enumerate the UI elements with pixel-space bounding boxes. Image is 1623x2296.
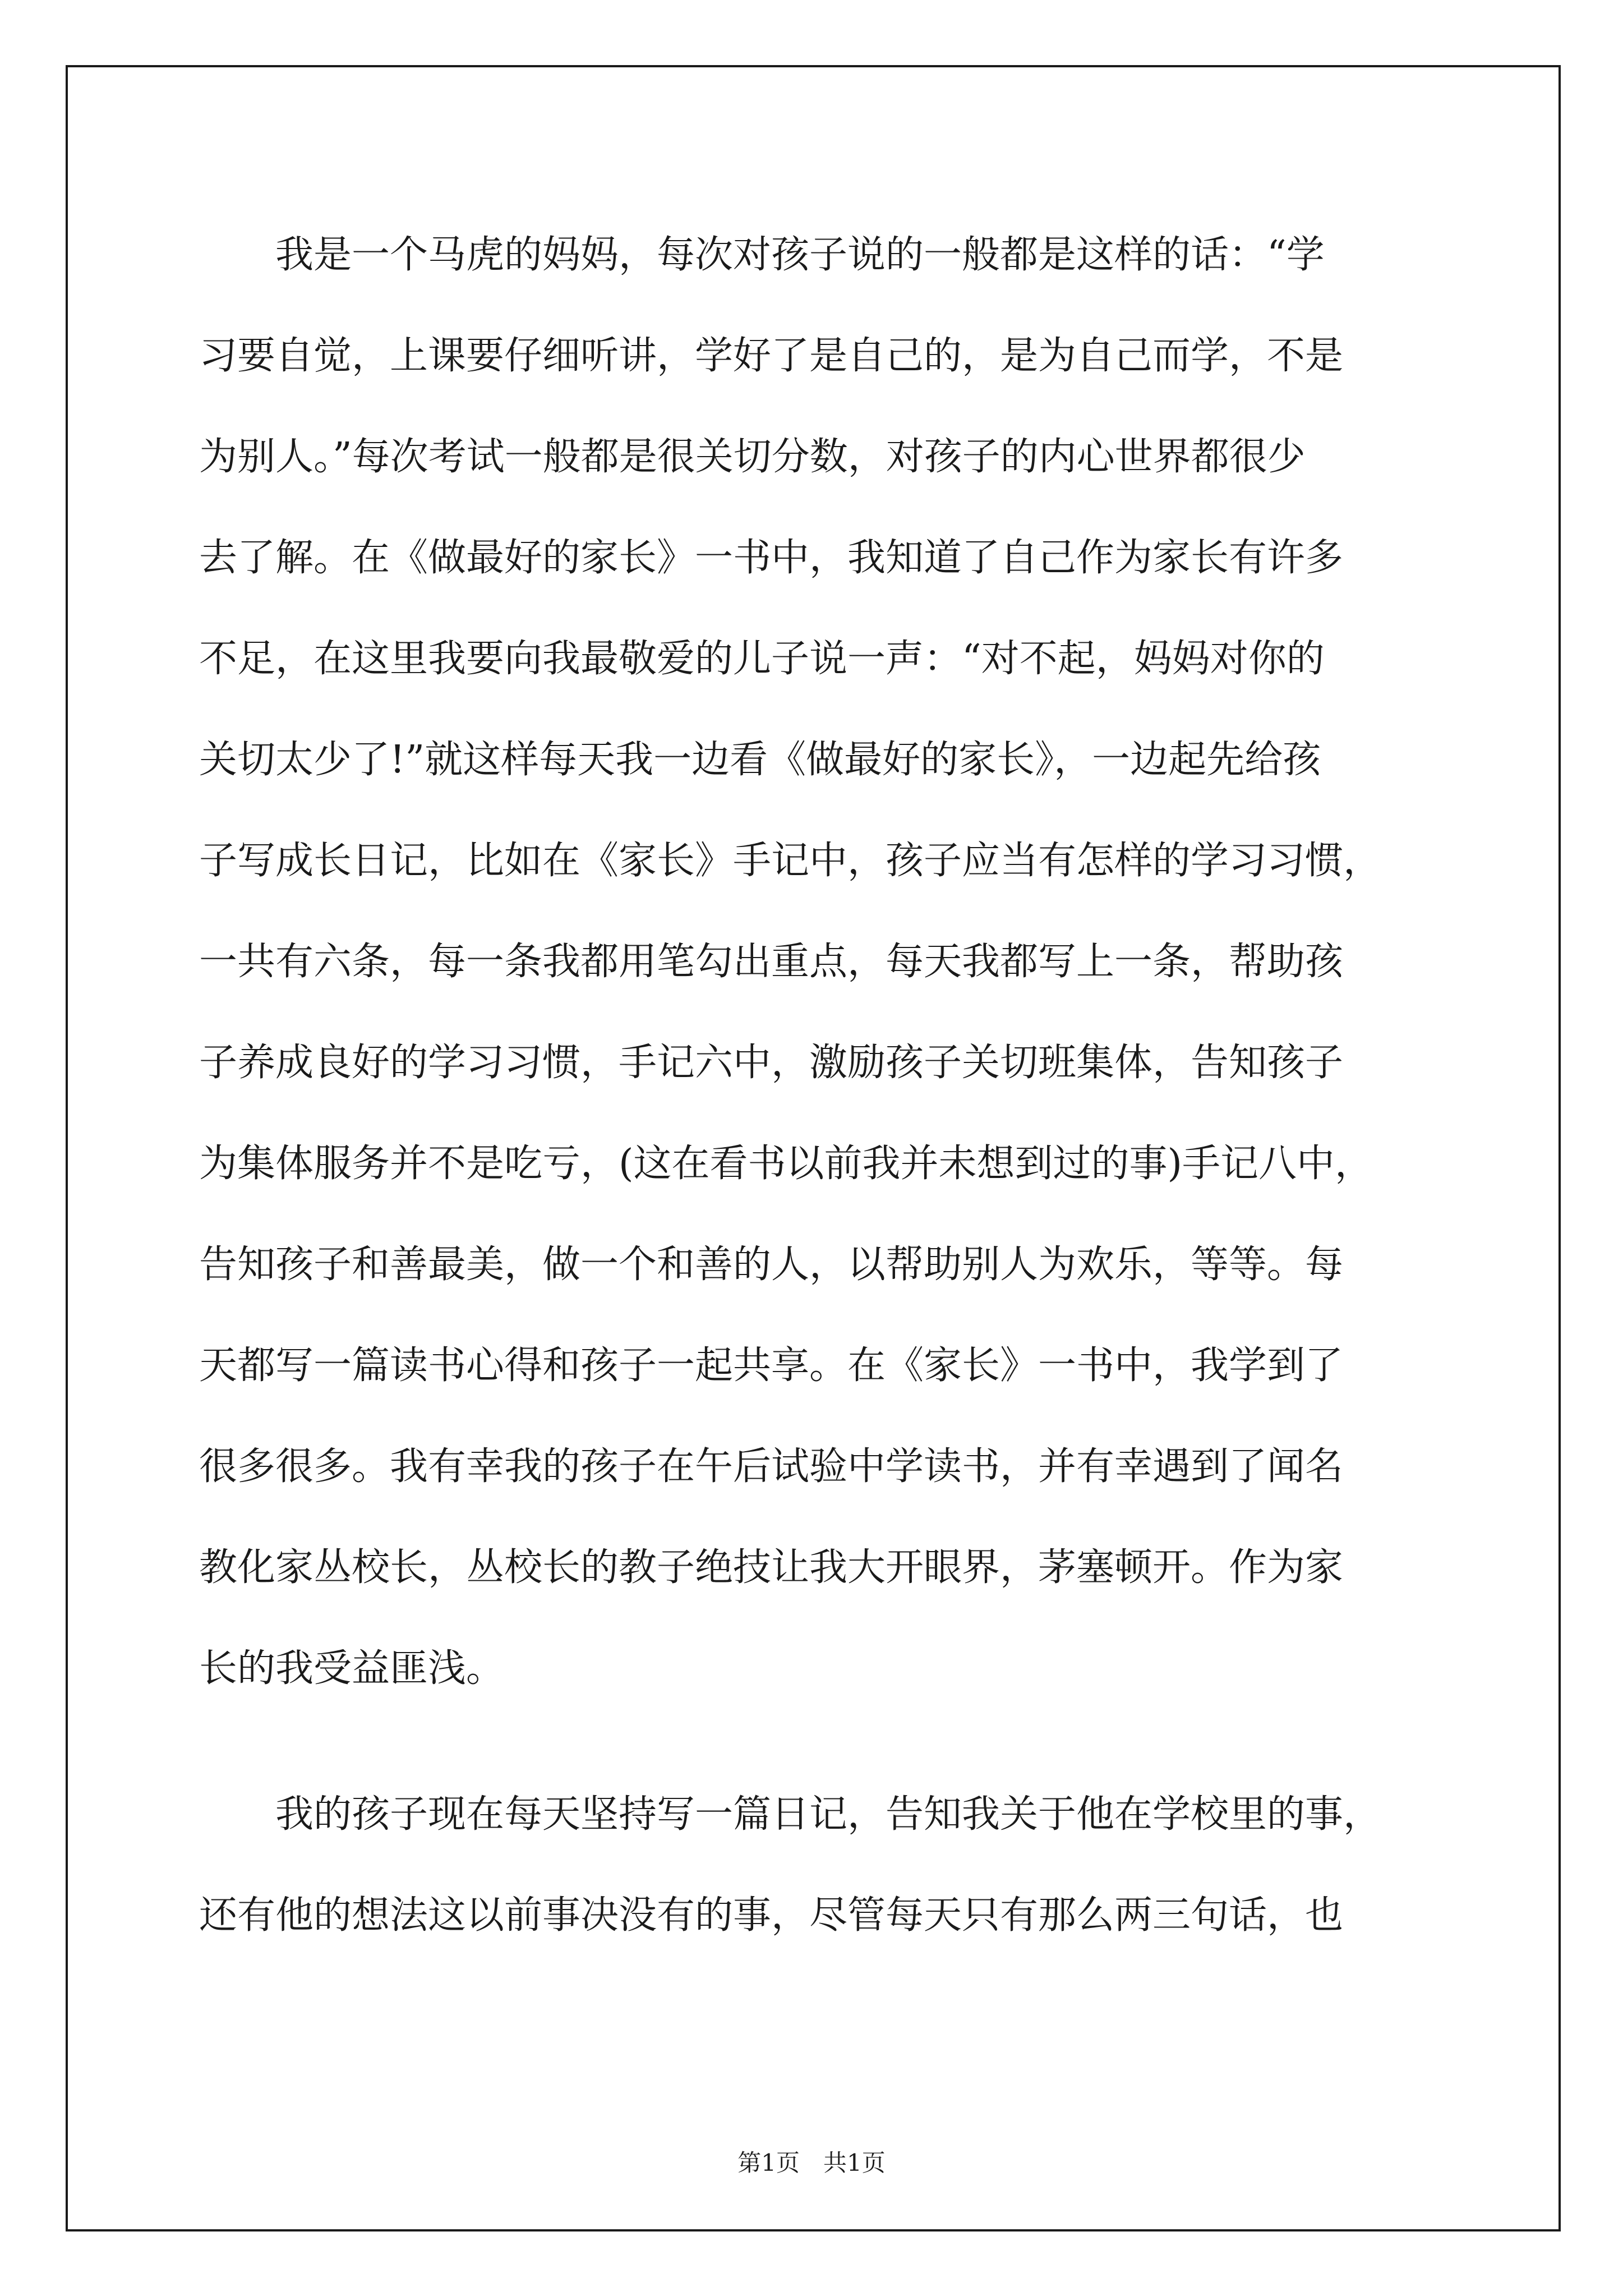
text-line: 子写成长日记，比如在《家长》手记中，孩子应当有怎样的学习习惯， (199, 839, 1382, 883)
text-line: 很多很多。我有幸我的孩子在午后试验中学读书，并有幸遇到了闻名 (199, 1444, 1344, 1489)
text-line: 一共有六条，每一条我都用笔勾出重点，每天我都写上一条，帮助孩 (199, 940, 1344, 984)
document-body (199, 205, 1436, 1966)
text-line: 天都写一篇读书心得和孩子一起共享。在《家长》一书中，我学到了 (199, 1343, 1344, 1388)
paragraph (199, 1764, 1436, 1966)
text-line: 习要自觉，上课要仔细听讲，学好了是自己的，是为自己而学，不是 (199, 334, 1344, 378)
text-line: 为别人。”每次考试一般都是很关切分数，对孩子的内心世界都很少 (199, 435, 1306, 479)
text-line: 还有他的想法这以前事决没有的事，尽管每天只有那么两三句话，也 (199, 1893, 1344, 1938)
page-footer (0, 2146, 1623, 2180)
text-line: 我的孩子现在每天坚持写一篇日记，告知我关于他在学校里的事， (199, 1792, 1382, 1837)
text-line: 子养成良好的学习习惯，手记六中，激励孩子关切班集体，告知孩子 (199, 1041, 1344, 1085)
text-line: 不足，在这里我要向我最敬爱的儿子说一声：“对不起，妈妈对你的 (199, 637, 1325, 681)
text-line: 告知孩子和善最美，做一个和善的人，以帮助别人为欢乐，等等。每 (199, 1243, 1344, 1287)
paragraph (199, 205, 1436, 1719)
text-line: 关切太少了!”就这样每天我一边看《做最好的家长》，一边起先给孩 (199, 738, 1321, 782)
text-line: 为集体服务并不是吃亏，(这在看书以前我并未想到过的事)手记八中， (199, 1142, 1373, 1186)
paragraph-spacer (199, 1719, 1436, 1764)
page-number-label: 第1页 共1页 (737, 2149, 886, 2177)
text-line: 去了解。在《做最好的家长》一书中，我知道了自己作为家长有许多 (199, 536, 1344, 580)
text-line: 教化家丛校长，丛校长的教子绝技让我大开眼界，茅塞顿开。作为家 (199, 1545, 1344, 1590)
text-line: 我是一个马虎的妈妈，每次对孩子说的一般都是这样的话：“学 (199, 233, 1325, 277)
text-line: 长的我受益匪浅。 (199, 1646, 505, 1691)
